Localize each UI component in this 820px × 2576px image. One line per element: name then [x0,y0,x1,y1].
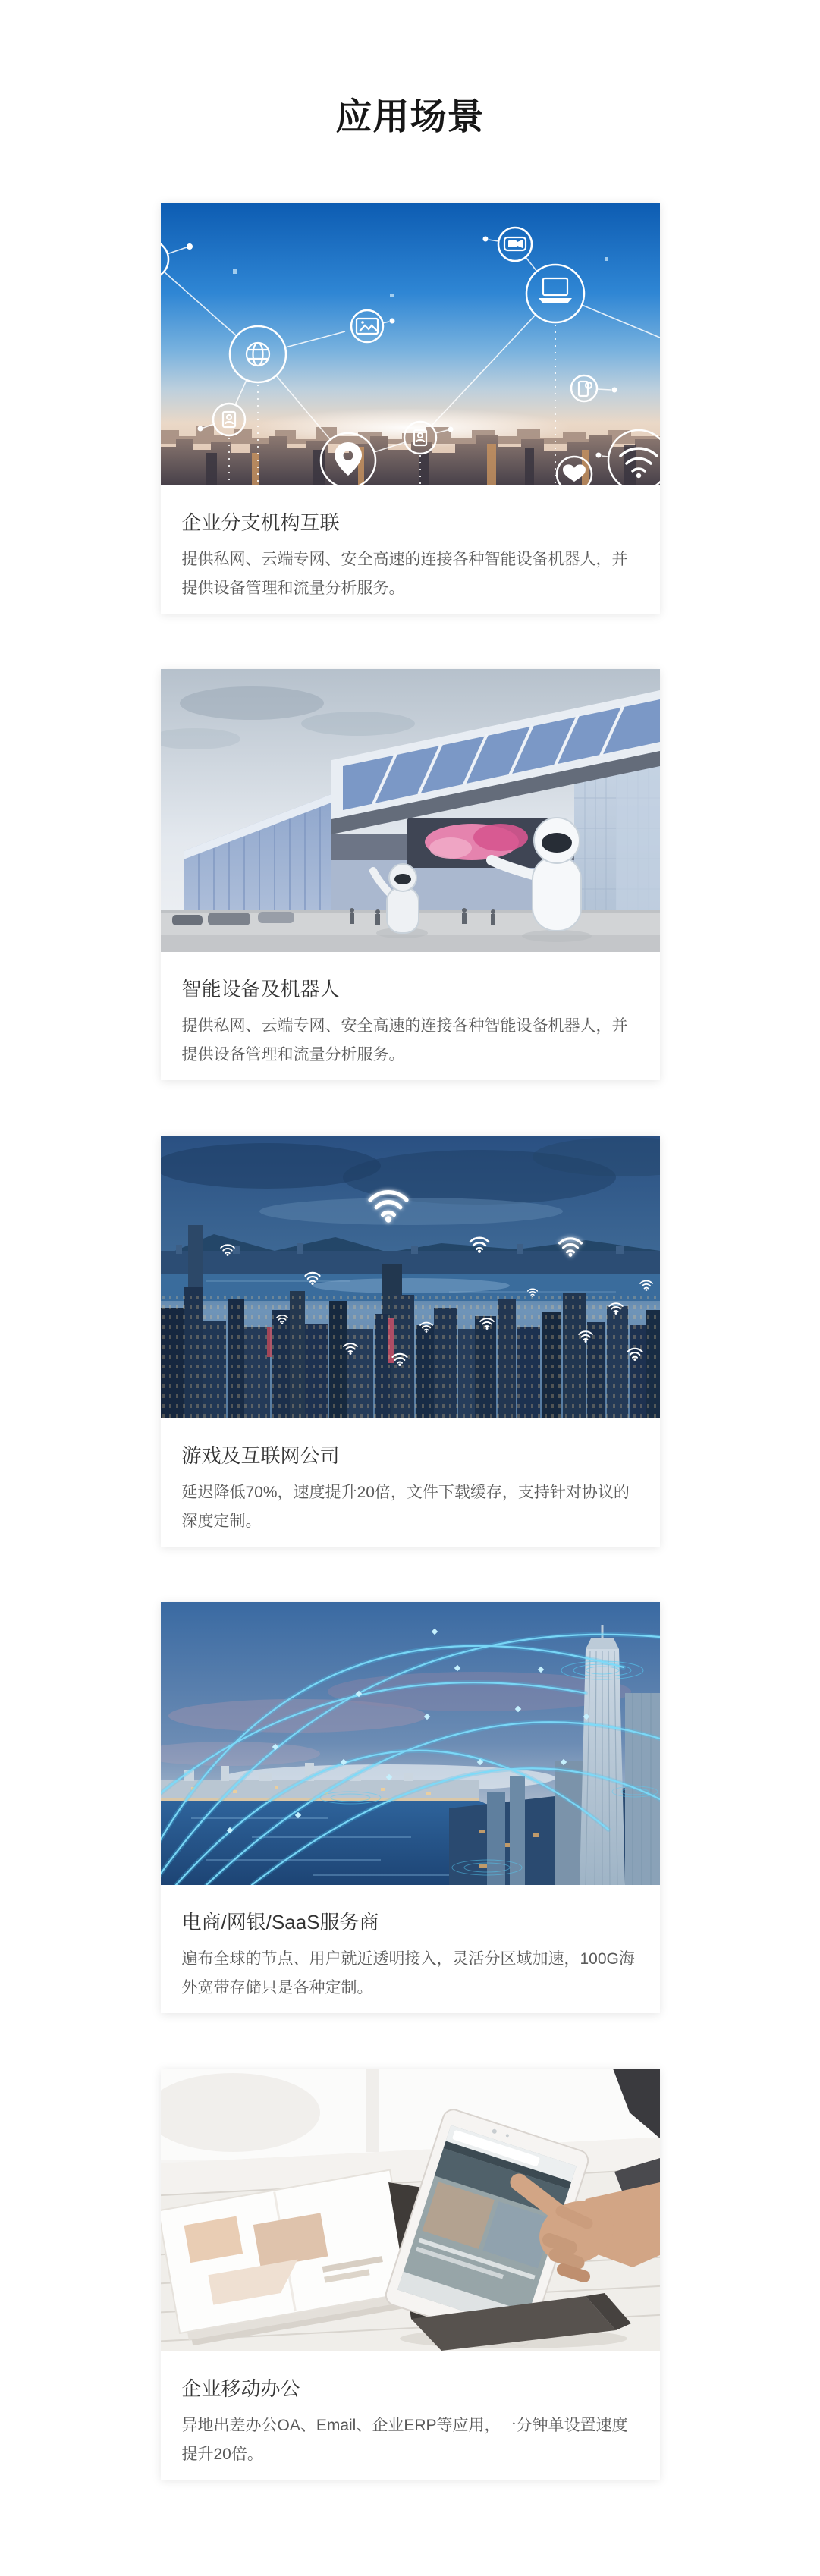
media-screen-art [407,818,551,868]
city-network-illustration [161,203,660,485]
smart-devices-image [161,669,660,952]
card-body [161,952,660,1080]
card-description: 延迟降低70%，速度提升20倍，文件下载缓存，支持针对协议的深度定制。 [181,1484,630,1530]
scenario-card-gaming-internet [161,1136,660,1547]
gaming-internet-image [161,1136,660,1418]
scenario-card-ecommerce-saas [161,1602,660,2013]
card-description: 遍布全球的节点、用户就近透明接入，灵活分区域加速，100G海外宽带存储只是各种定制。 [181,1950,635,1996]
card-body [161,1418,660,1547]
card-body [161,2351,660,2480]
scenario-card-smart-devices-robots [161,669,660,1080]
mobile-office-image [161,2069,660,2351]
scenario-card-branch-interconnect [161,203,660,614]
card-body [161,485,660,614]
scenario-card-list [161,203,660,2480]
card-description: 异地出差办公OA、Email、企业ERP等应用，一分钟单设置速度提升20倍。 [181,2417,628,2463]
scenario-card-mobile-office [161,2069,660,2480]
card-title: 电商/网银/SaaS服务商 [181,1911,379,1934]
tablet-touch-illustration [161,2069,660,2351]
card-title: 企业分支机构互联 [181,511,340,534]
card-description: 提供私网、云端专网、安全高速的连接各种智能设备机器人，并提供设备管理和流量分析服务。 [181,551,628,597]
smart-building-robots-illustration [161,669,660,952]
card-title: 游戏及互联网公司 [181,1444,340,1467]
ecommerce-saas-image [161,1602,660,1885]
wifi-city-illustration [161,1136,660,1418]
branch-interconnect-image [161,203,660,485]
card-title: 智能设备及机器人 [181,978,340,1001]
card-description: 提供私网、云端专网、安全高速的连接各种智能设备机器人，并提供设备管理和流量分析服务。 [181,1017,628,1063]
card-body [161,1885,660,2013]
network-arcs-city-illustration [161,1602,660,1885]
section-title: 应用场景 [335,97,485,137]
card-title: 企业移动办公 [181,2377,300,2400]
